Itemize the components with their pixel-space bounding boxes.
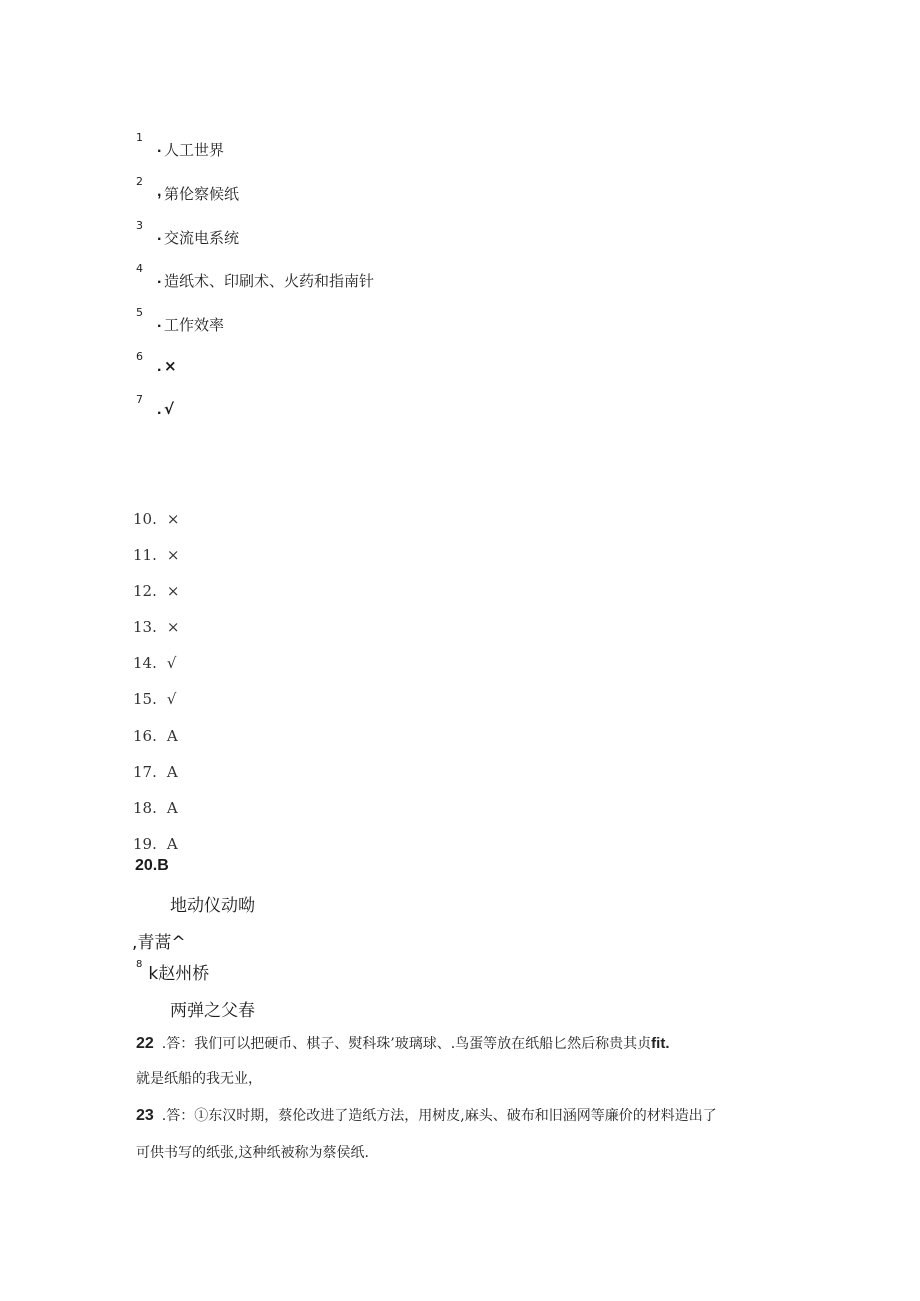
answer-item — [133, 799, 178, 817]
answer-item — [133, 582, 179, 600]
item-number: 13. — [133, 618, 157, 636]
item-mark: A — [166, 799, 178, 817]
item-number: 11. — [133, 546, 157, 564]
fragment-line — [136, 959, 209, 984]
cross-mark: × — [164, 357, 177, 375]
check-mark: √ — [164, 400, 175, 418]
answer-23 — [136, 1105, 717, 1125]
item-text: 人工世界 — [164, 141, 225, 159]
item-punct: , — [157, 183, 162, 200]
item-number: 15. — [133, 690, 157, 708]
fragment-line: 地动仪动呦 — [170, 896, 255, 916]
item-text: 交流电系统 — [164, 229, 240, 247]
answer-item — [133, 546, 179, 564]
item-punct: . — [157, 270, 162, 287]
item-number: 6 — [136, 350, 143, 363]
item-number: 12. — [133, 582, 157, 600]
fragment-text: k赵州桥 — [148, 964, 210, 984]
answer-item — [133, 763, 178, 781]
answer-text: .答：我们可以把硬币、棋子、熨科珠’玻璃球、.鸟蛋等放在纸船匕然后称贵其贞 — [161, 1036, 652, 1052]
question-number: 23 — [136, 1107, 154, 1124]
fragment-superscript: 8 — [136, 959, 143, 970]
answer-item — [133, 727, 178, 745]
item-punct: . — [157, 227, 162, 244]
item-punct: . — [157, 139, 162, 156]
item-number: 16. — [133, 727, 157, 745]
item-number: 10. — [133, 510, 157, 528]
fragment-line: ,青蒿^ — [132, 933, 186, 953]
item-number: 7 — [136, 393, 143, 406]
item-mark: × — [166, 582, 180, 600]
answer-item — [133, 690, 176, 708]
answer-item-20: 20.B — [135, 857, 169, 874]
answer-item — [133, 618, 179, 636]
item-mark: A — [166, 835, 178, 853]
item-number: 2 — [136, 175, 143, 188]
item-mark: √ — [166, 654, 177, 672]
item-number: 14. — [133, 654, 157, 672]
item-mark: × — [166, 510, 180, 528]
item-number: 19. — [133, 835, 157, 853]
item-mark: A — [166, 763, 178, 781]
item-number: 5 — [136, 306, 143, 319]
answer-23-continuation: 可供书写的纸张,这种纸被称为蔡侯纸. — [136, 1145, 369, 1161]
item-text: 工作效率 — [164, 316, 225, 334]
answer-item — [133, 835, 178, 853]
answer-text-tail: fit. — [651, 1035, 670, 1052]
item-mark: × — [166, 618, 180, 636]
item-punct: . — [157, 358, 162, 375]
item-mark: A — [166, 727, 178, 745]
item-punct: . — [157, 314, 162, 331]
fragment-line: 两弹之父春 — [170, 1001, 255, 1021]
answer-item — [133, 654, 176, 672]
item-text: 造纸术、印刷术、火药和指南针 — [164, 272, 375, 290]
item-number: 18. — [133, 799, 157, 817]
item-number: 3 — [136, 219, 143, 232]
answer-text: .答：①东汉时期，蔡伦改进了造纸方法，用树皮,麻头、破布和旧涵网等廉价的材料造出了 — [161, 1108, 717, 1124]
question-number: 22 — [136, 1035, 154, 1052]
answer-item — [133, 510, 179, 528]
answer-22 — [136, 1033, 669, 1053]
item-number: 17. — [133, 763, 157, 781]
item-number: 4 — [136, 262, 143, 275]
item-punct: . — [157, 401, 162, 418]
item-mark: × — [166, 546, 180, 564]
item-number: 1 — [136, 131, 143, 144]
item-mark: √ — [166, 690, 177, 708]
answer-22-continuation: 就是纸船的我无业， — [136, 1071, 262, 1087]
item-text: 第伦察候纸 — [164, 185, 240, 203]
